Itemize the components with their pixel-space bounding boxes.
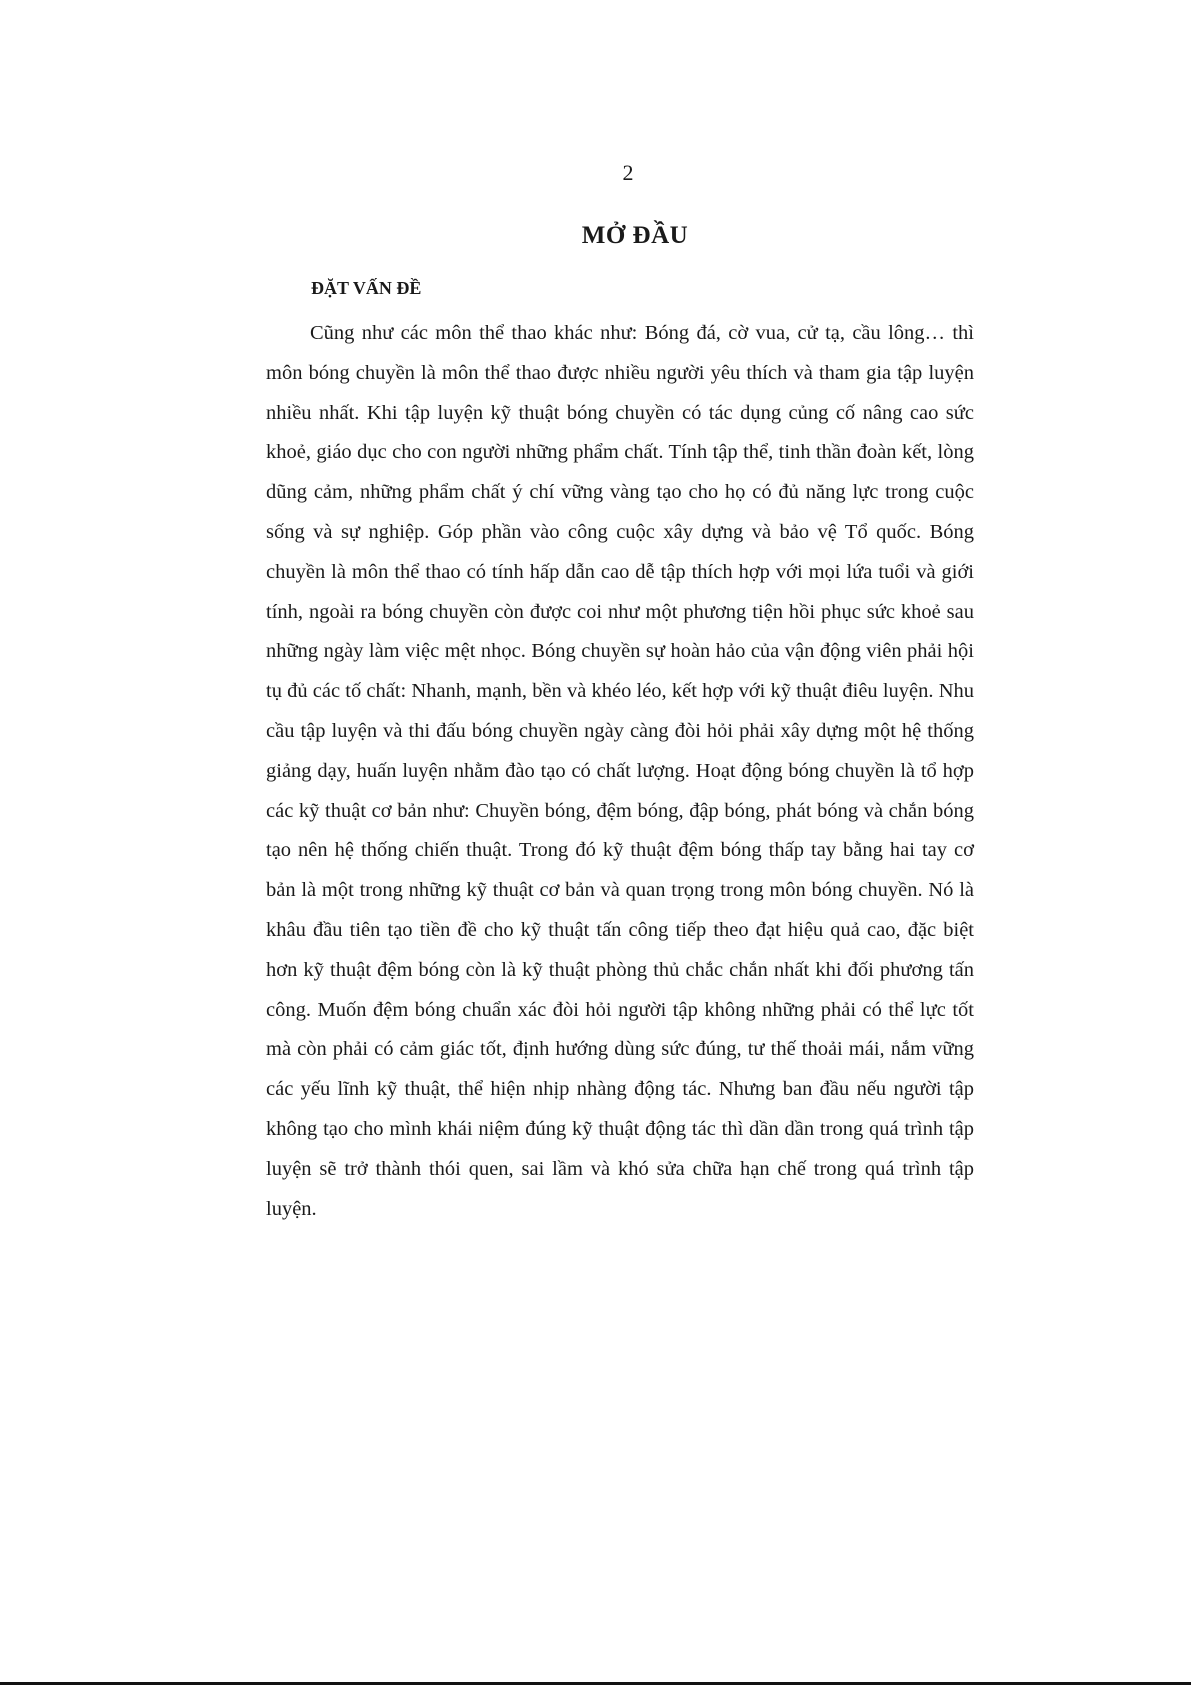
section-title: ĐẶT VẤN ĐỀ bbox=[311, 278, 422, 298]
body-paragraph: Cũng như các môn thể thao khác như: Bóng đá, cờ vua, cử tạ, cầu lông… thì môn bóng chuyền là môn thể thao được nhiều người yêu thích và tham gia tập luyện nhiều nhất. Khi tập luyện kỹ thuật bóng chuyền có tác dụng củng cố nâng cao sức khoẻ, giáo dục cho con người những phẩm chất. Tính tập thể, tinh thần đoàn kết, lòng dũng cảm, những phẩm chất ý chí vững vàng tạo cho họ có đủ năng lực trong cuộc sống và sự nghiệp. Góp phần vào công cuộc xây dựng và bảo vệ Tổ quốc. Bóng chuyền là môn thể thao có tính hấp dẫn cao dễ tập thích hợp với mọi lứa tuổi và giới tính, ngoài ra bóng chuyền còn được coi như một phương tiện hồi phục sức khoẻ sau những ngày làm việc mệt nhọc. Bóng chuyền sự hoàn hảo của vận động viên phải hội tụ đủ các tố chất: Nhanh, mạnh, bền và khéo léo, kết hợp với kỹ thuật điêu luyện. Nhu cầu tập luyện và thi đấu bóng chuyền ngày càng đòi hỏi phải xây dựng một hệ thống giảng dạy, huấn luyện nhằm đào tạo có chất lượng. Hoạt động bóng chuyền là tổ hợp các kỹ thuật cơ bản như: Chuyền bóng, đệm bóng, đập bóng, phát bóng và chắn bóng tạo nên hệ thống chiến thuật. Trong đó kỹ thuật đệm bóng thấp tay bằng hai tay cơ bản là một trong những kỹ thuật cơ bản và quan trọng trong môn bóng chuyền. Nó là khâu đầu tiên tạo tiền đề cho kỹ thuật tấn công tiếp theo đạt hiệu quả cao, đặc biệt hơn kỹ thuật đệm bóng còn là kỹ thuật phòng thủ chắc chắn nhất khi đối phương tấn công. Muốn đệm bóng chuẩn xác đòi hỏi người tập không những phải có thể lực tốt mà còn phải có cảm giác tốt, định hướng dùng sức đúng, tư thế thoải mái, nắm vững các yếu lĩnh kỹ thuật, thể hiện nhịp nhàng động tác. Nhưng ban đầu nếu người tập không tạo cho mình khái niệm đúng kỹ thuật động tác thì dần dần trong quá trình tập luyện sẽ trở thành thói quen, sai lầm và khó sửa chữa hạn chế trong quá trình tập luyện. bbox=[266, 322, 974, 1220]
page-number: 2 bbox=[622, 160, 634, 185]
chapter-heading: MỞ ĐẦU bbox=[581, 222, 689, 249]
